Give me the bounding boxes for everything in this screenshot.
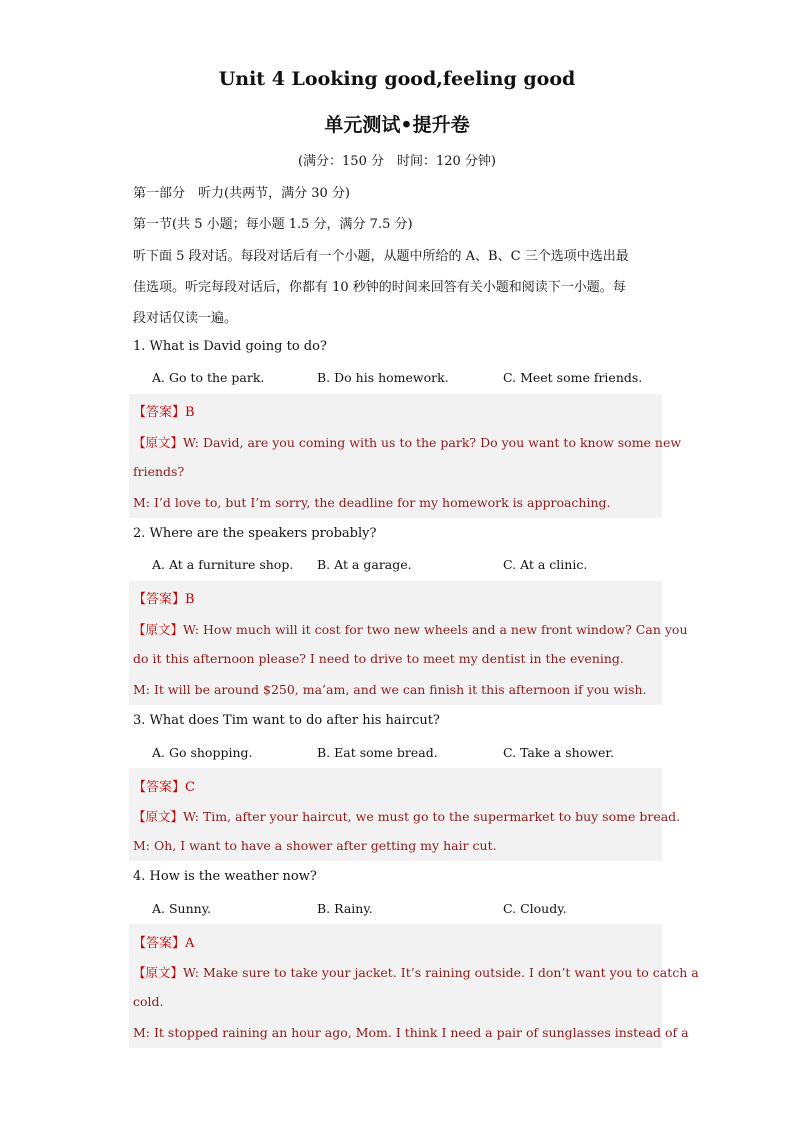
instruction-line: 段对话仅读一遍。 <box>133 311 238 326</box>
option-c: C. At a clinic. <box>503 557 588 572</box>
instruction-line: 佳选项。听完每段对话后，你都有 10 秒钟的时间来回答有关小题和阅读下一小题。每 <box>133 280 626 295</box>
option-a: A. Sunny. <box>152 901 212 916</box>
answer-label: 【答案】 <box>133 592 186 607</box>
answer-line <box>133 776 195 795</box>
option-b: B. Do his homework. <box>317 370 449 385</box>
transcript-line: M: It stopped raining an hour ago, Mom. I think I need a pair of sunglasses instead of a <box>133 1025 689 1040</box>
transcript-line <box>133 807 680 825</box>
transcript-text: W: Tim, after your haircut, we must go to the supermarket to buy some bread. <box>183 809 681 824</box>
transcript-text: W: How much will it cost for two new wheels and a new front window? Can you <box>183 622 688 637</box>
transcript-line: do it this afternoon please? I need to drive to meet my dentist in the evening. <box>133 651 624 666</box>
transcript-line: M: Oh, I want to have a shower after getting my hair cut. <box>133 838 497 853</box>
answer-label: 【答案】 <box>133 936 186 951</box>
question-text: 4. How is the weather now? <box>133 869 317 884</box>
transcript-label: 【原文】 <box>133 809 184 824</box>
instruction-line: 听下面 5 段对话。每段对话后有一个小题，从题中所给的 A、B、C 三个选项中选出最 <box>133 249 629 264</box>
transcript-line: cold. <box>133 994 164 1009</box>
document-subtitle: 单元测试•提升卷 <box>324 114 470 136</box>
answer-line <box>133 401 195 420</box>
answer-value: C <box>185 780 195 795</box>
question-text: 1. What is David going to do? <box>133 339 327 354</box>
option-a: A. Go to the park. <box>152 370 265 385</box>
document-title: Unit 4 Looking good,feeling good <box>218 68 576 90</box>
answer-value: A <box>185 936 195 951</box>
transcript-line <box>133 963 699 981</box>
transcript-label: 【原文】 <box>133 965 184 980</box>
section-heading: 第一节(共 5 小题；每小题 1.5 分，满分 7.5 分) <box>133 217 413 232</box>
option-a: A. At a furniture shop. <box>152 557 294 572</box>
question-text: 3. What does Tim want to do after his haircut? <box>133 713 440 728</box>
transcript-line: M: It will be around $250, ma’am, and we can finish it this afternoon if you wish. <box>133 682 647 697</box>
option-c: C. Cloudy. <box>503 901 567 916</box>
answer-value: B <box>185 405 195 420</box>
transcript-label: 【原文】 <box>133 435 184 450</box>
option-a: A. Go shopping. <box>152 745 253 760</box>
answer-label: 【答案】 <box>133 405 186 420</box>
answer-line <box>133 932 194 951</box>
score-time-info: (满分：150 分 时间：120 分钟) <box>297 154 497 169</box>
option-b: B. At a garage. <box>317 557 412 572</box>
transcript-label: 【原文】 <box>133 622 184 637</box>
transcript-line <box>133 433 681 451</box>
transcript-line: friends? <box>133 464 185 479</box>
option-b: B. Rainy. <box>317 901 373 916</box>
question-text: 2. Where are the speakers probably? <box>133 526 377 541</box>
transcript-text: W: Make sure to take your jacket. It’s raining outside. I don’t want you to catch a <box>183 965 699 980</box>
transcript-line: M: I’d love to, but I’m sorry, the deadline for my homework is approaching. <box>133 495 611 510</box>
transcript-line <box>133 620 688 638</box>
option-c: C. Meet some friends. <box>503 370 643 385</box>
answer-value: B <box>185 592 195 607</box>
option-c: C. Take a shower. <box>503 745 614 760</box>
answer-label: 【答案】 <box>133 780 186 795</box>
answer-line <box>133 588 195 607</box>
part-heading: 第一部分 听力(共两节，满分 30 分) <box>133 186 350 201</box>
option-b: B. Eat some bread. <box>317 745 438 760</box>
transcript-text: W: David, are you coming with us to the park? Do you want to know some new <box>183 435 682 450</box>
